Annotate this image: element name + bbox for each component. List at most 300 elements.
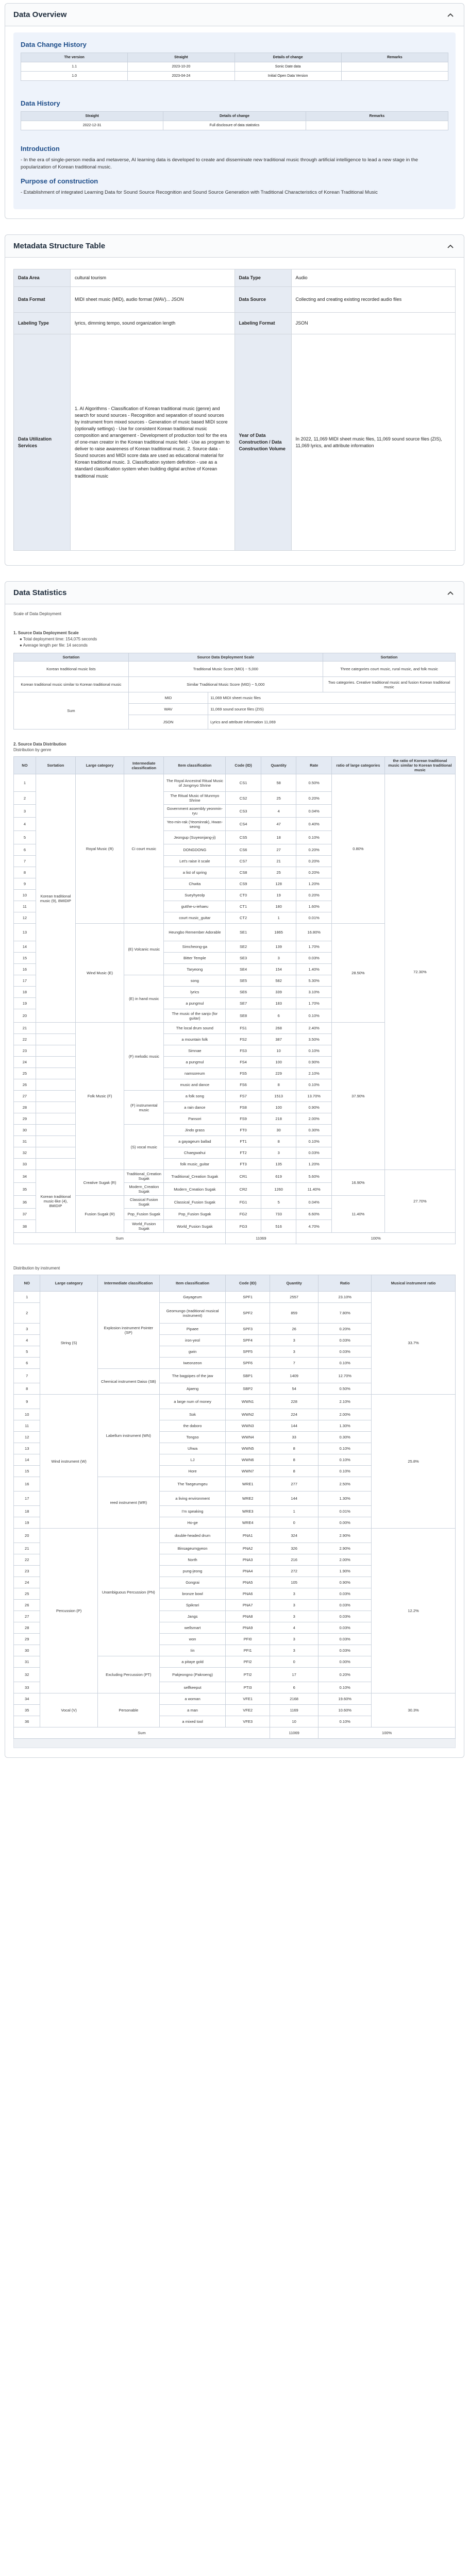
inst-cell: 20 (14, 1529, 40, 1543)
inst-col-1: Large category (40, 1275, 97, 1292)
genre-cell: a rain dance (164, 1102, 226, 1113)
genre-group-cell: 16.90% (331, 1170, 384, 1196)
inst-cell: 144 (270, 1420, 319, 1432)
inst-group-cell: Explosion instrument Pointer (SP) (97, 1292, 159, 1369)
genre-cell: 58 (261, 774, 296, 792)
inst-cell: PTI2 (226, 1668, 270, 1682)
genre-cell (36, 1068, 75, 1079)
genre-cell: CR1 (226, 1170, 261, 1183)
genre-cell: 0.90% (296, 1057, 332, 1068)
inst-cell: 6 (14, 1358, 40, 1369)
inst-cell: 216 (270, 1554, 319, 1566)
genre-cell: 229 (261, 1068, 296, 1079)
inst-cell: 54 (270, 1383, 319, 1395)
inst-cell: PNA5 (226, 1577, 270, 1588)
inst-cell: 17 (270, 1668, 319, 1682)
inst-cell: 0.01% (319, 1506, 372, 1517)
genre-cell (36, 1125, 75, 1136)
genre-cell: FS6 (226, 1079, 261, 1091)
genre-cell: 5.30% (296, 975, 332, 987)
genre-cell: 1.20% (296, 1159, 332, 1170)
genre-cell: FS7 (226, 1091, 261, 1102)
inst-cell: Jangs (159, 1611, 226, 1622)
inst-cell: 18 (14, 1506, 40, 1517)
genre-cell (36, 1091, 75, 1102)
inst-cell: SPF3 (226, 1324, 270, 1335)
metadata-header[interactable] (5, 235, 464, 258)
inst-cell: 0.00% (319, 1656, 372, 1668)
inst-cell: 9 (14, 1395, 40, 1409)
table-footer-strip (13, 1739, 456, 1748)
inst-cell: 8 (14, 1383, 40, 1395)
genre-cell: 17 (14, 975, 36, 987)
genre-cell: CR2 (226, 1183, 261, 1196)
genre-cell: Government assembly yeonmin-ryu (164, 805, 226, 818)
ch-cell: 2023-04-24 (128, 72, 234, 81)
genre-cell: 4.70% (296, 1220, 332, 1233)
table-row (14, 1170, 456, 1183)
genre-cell: 19 (14, 998, 36, 1009)
meta-value: Audio (291, 269, 456, 287)
sum-qty: 11069 (270, 1727, 319, 1739)
inst-cell: 36 (14, 1716, 40, 1727)
purpose-text: - Establishment of integrated Learning Data for Sound Source Recognition and Sound Source Generation with Traditional Characteristics of Korean Traditional Music (21, 189, 378, 195)
inst-group-cell: 12.2% (372, 1529, 456, 1693)
data-overview-title: Data Overview (13, 10, 67, 19)
genre-cell: 139 (261, 941, 296, 953)
inst-cell: WRE3 (226, 1506, 270, 1517)
genre-cell: 27 (261, 844, 296, 856)
genre-cell: FS8 (226, 1102, 261, 1113)
genre-cell: a mountain folk (164, 1034, 226, 1045)
genre-cell: 36 (14, 1196, 36, 1209)
genre-cell: The Royal Ancestral Ritual Music of Jongmyo Shrine (164, 774, 226, 792)
inst-cell: 6 (270, 1682, 319, 1693)
genre-cell: CS4 (226, 818, 261, 831)
genre-cell: CT1 (226, 901, 261, 912)
meta-key: Data Format (14, 287, 71, 313)
genre-group-cell: (F) melodic music (124, 1023, 164, 1091)
genre-cell: SE1 (226, 924, 261, 941)
genre-cell: FT0 (226, 1125, 261, 1136)
inst-cell: WWN2 (226, 1409, 270, 1420)
inst-cell: 2.10% (319, 1395, 372, 1409)
data-statistics-header[interactable] (5, 582, 464, 604)
genre-cell: Simnae (164, 1045, 226, 1057)
ch-cell: 1.0 (21, 72, 128, 81)
inst-cell: pung-jeong (159, 1566, 226, 1577)
genre-cell: 21 (261, 856, 296, 867)
inst-col-0: NO (14, 1275, 40, 1292)
inst-cell: 8 (270, 1443, 319, 1454)
ch-cell: Initial Open Data Version (234, 72, 341, 81)
genre-cell: 5 (261, 1196, 296, 1209)
inst-cell: 17 (14, 1492, 40, 1506)
inst-cell: 0.03% (319, 1645, 372, 1656)
table-row (14, 1529, 456, 1543)
inst-cell: 0.00% (319, 1517, 372, 1529)
inst-cell: 13 (14, 1443, 40, 1454)
meta-key: Labeling Type (14, 313, 71, 334)
inst-col-6: Ratio (319, 1275, 372, 1292)
inst-cell: 105 (270, 1577, 319, 1588)
genre-cell: 33 (14, 1159, 36, 1170)
inst-cell: 34 (14, 1693, 40, 1705)
genre-cell: 21 (14, 1023, 36, 1034)
genre-cell: FS4 (226, 1057, 261, 1068)
genre-cell: song (164, 975, 226, 987)
data-statistics-panel (5, 581, 464, 1758)
inst-cell: 0.20% (319, 1324, 372, 1335)
metadata-title: Metadata Structure Table (13, 242, 106, 251)
inst-cell: 0.20% (319, 1668, 372, 1682)
genre-cell: 25 (261, 867, 296, 878)
inst-col-4: Code (ID) (226, 1275, 270, 1292)
sum-rate: 100% (296, 1233, 456, 1244)
inst-cell: 2.00% (319, 1554, 372, 1566)
genre-cell: 0.10% (296, 831, 332, 844)
inst-cell: a mixed tool (159, 1716, 226, 1727)
inst-cell: Sok (159, 1409, 226, 1420)
genre-cell: 18 (261, 831, 296, 844)
genre-cell: SE6 (226, 987, 261, 998)
inst-cell: 228 (270, 1395, 319, 1409)
genre-cell: Chwita (164, 878, 226, 890)
genre-cell: CS1 (226, 774, 261, 792)
genre-cell (36, 1159, 75, 1170)
genre-cell: 100 (261, 1102, 296, 1113)
data-history-heading: Data History (21, 99, 60, 107)
inst-cell: PFI2 (226, 1656, 270, 1668)
genre-cell: 183 (261, 998, 296, 1009)
inst-cell: 2 (14, 1303, 40, 1324)
inst-cell: 7.80% (319, 1303, 372, 1324)
dh-cell: Full disclosure of data statistics (163, 121, 306, 130)
s2-subtitle: Distribution by genre (13, 748, 52, 753)
genre-cell: 15 (14, 953, 36, 964)
genre-cell (36, 1079, 75, 1091)
inst-cell: 3 (270, 1335, 319, 1346)
inst-cell: PNA8 (226, 1611, 270, 1622)
th-sortation-2: Sortation (323, 653, 455, 662)
inst-cell: I'm speaking (159, 1506, 226, 1517)
inst-cell: WRE1 (226, 1477, 270, 1492)
genre-cell: SE4 (226, 964, 261, 975)
inst-cell: a living environment (159, 1492, 226, 1506)
genre-cell: 18 (14, 987, 36, 998)
inst-group-cell: Vocal (V) (40, 1693, 97, 1727)
sum-rate: 100% (319, 1727, 456, 1739)
inst-col-2: Intermediate classification (97, 1275, 159, 1292)
genre-cell: FT1 (226, 1136, 261, 1147)
genre-cell: 11 (14, 901, 36, 912)
inst-cell: 1 (270, 1506, 319, 1517)
inst-cell: 2.00% (319, 1409, 372, 1420)
source-scale-table (13, 653, 456, 730)
genre-cell: 0.03% (296, 953, 332, 964)
genre-cell: 0.10% (296, 1136, 332, 1147)
genre-cell: a folk song (164, 1091, 226, 1102)
genre-cell (36, 1045, 75, 1057)
inst-cell: 0.03% (319, 1634, 372, 1645)
genre-cell: 20 (14, 1009, 36, 1023)
inst-cell: 272 (270, 1566, 319, 1577)
inst-cell: WWN7 (226, 1466, 270, 1477)
genre-cell: The Ritual Music of Munmyo Shrine (164, 792, 226, 805)
inst-cell: 3 (270, 1611, 319, 1622)
s1-json: JSON (128, 715, 208, 730)
genre-group-cell: Fusion Sugak (R) (75, 1196, 124, 1233)
genre-cell: 0.01% (296, 912, 332, 924)
genre-group-cell: Pop_Fusion Sugak (124, 1209, 164, 1220)
s1-title: 1. Source Data Deployment Scale (13, 631, 79, 636)
genre-cell: gutthe-u-iehaeu (164, 901, 226, 912)
inst-cell: 1.30% (319, 1492, 372, 1506)
inst-cell: 32 (14, 1668, 40, 1682)
genre-cell: 2.00% (296, 1113, 332, 1125)
inst-cell: 1169 (270, 1705, 319, 1716)
inst-cell: 23.10% (319, 1292, 372, 1303)
inst-cell: 25 (14, 1588, 40, 1600)
s1-sum-label: Sum (14, 692, 129, 730)
inst-cell: PNA6 (226, 1588, 270, 1600)
inst-cell: 27 (14, 1611, 40, 1622)
inst-cell: 3 (270, 1645, 319, 1656)
genre-cell: 28 (14, 1102, 36, 1113)
genre-group-cell: Ci court music (124, 774, 164, 924)
genre-group-cell: 72.30% (384, 774, 455, 1170)
ch-cell: Sonic Date data (234, 62, 341, 72)
genre-cell (36, 1057, 75, 1068)
th-scale: Source Data Deployment Scale (128, 653, 323, 662)
genre-cell: FS9 (226, 1113, 261, 1125)
genre-cell: 35 (14, 1183, 36, 1196)
genre-cell: 14 (14, 941, 36, 953)
inst-cell: WWN6 (226, 1454, 270, 1466)
genre-cell: 1.20% (296, 878, 332, 890)
change-history-heading: Data Change History (21, 41, 87, 48)
genre-cell: 154 (261, 964, 296, 975)
inst-cell: 0.10% (319, 1716, 372, 1727)
genre-cell: 10 (14, 890, 36, 901)
inst-cell: Hore (159, 1466, 226, 1477)
inst-group-cell: reed instrument (WR) (97, 1477, 159, 1529)
genre-cell: music and dance (164, 1079, 226, 1091)
inst-cell: PFI1 (226, 1645, 270, 1656)
genre-cell: 47 (261, 818, 296, 831)
genre-cell: 0.30% (296, 1125, 332, 1136)
inst-cell: SPF4 (226, 1335, 270, 1346)
inst-cell: Pipaee (159, 1324, 226, 1335)
inst-cell: 0.03% (319, 1600, 372, 1611)
genre-cell: Traditional_Creation Sugak (164, 1170, 226, 1183)
inst-cell: 3 (270, 1600, 319, 1611)
genre-group-cell: Wind Music (E) (75, 924, 124, 1023)
meta-value: JSON (291, 313, 456, 334)
inst-group-cell: 33.7% (372, 1292, 456, 1395)
meta-row (14, 269, 456, 287)
genre-cell: 0.04% (296, 805, 332, 818)
s1-row1-c1: Traditional Music Score (MID) ~ 5,000 (128, 662, 323, 677)
change-history-table (21, 53, 448, 81)
genre-cell: 22 (14, 1034, 36, 1045)
chevron-up-icon[interactable] (445, 588, 456, 598)
genre-cell: 1.60% (296, 901, 332, 912)
genre-cell: Let's raise it scale (164, 856, 226, 867)
genre-cell: CS8 (226, 867, 261, 878)
genre-cell: 24 (14, 1057, 36, 1068)
genre-cell: SE7 (226, 998, 261, 1009)
meta-key: Data Utilization Services (14, 334, 71, 551)
inst-cell: 4 (270, 1622, 319, 1634)
genre-cell: 1.70% (296, 998, 332, 1009)
genre-group-cell: (S) vocal music (124, 1125, 164, 1170)
genre-cell: 339 (261, 987, 296, 998)
genre-cell: SE5 (226, 975, 261, 987)
genre-cell: 516 (261, 1220, 296, 1233)
meta-value: 1. AI Algorithms - Classification of Korean traditional music (genre) and search for sound sources - Recognition and separation of sound sources by instrument from mixed sources - Generation of music based MIDI score (optionally settings) - Use for consistent Korean traditional music composition and arrangement - Development of production tool for the era of one-man creator in the Korean traditional music field - Use as program to deliver to raise awareness of Korean traditional music. 2. Source data - Sound sources and MIDI score data are used as educational material for Korean traditional music. 3. Classification system definition - use as a standard classification system when building digital archive of Korean traditional music (71, 334, 235, 551)
sum-qty: 11069 (226, 1233, 296, 1244)
genre-group-cell: 27.70% (384, 1170, 455, 1233)
data-overview-header[interactable] (5, 4, 464, 26)
genre-cell: 218 (261, 1113, 296, 1125)
genre-cell: 38 (14, 1220, 36, 1233)
inst-cell: 11 (14, 1420, 40, 1432)
genre-group-cell: Korean traditional music (9), 8MIDIP (36, 774, 75, 1023)
inst-cell: 22 (14, 1554, 40, 1566)
s1-row2-c1: Similar Traditional Music Score (MID) ~ 5,000 (128, 677, 323, 692)
inst-cell: 5 (14, 1346, 40, 1358)
meta-value: lyrics, dimming tempo, sound organization length (71, 313, 235, 334)
genre-cell: 100 (261, 1057, 296, 1068)
chevron-up-icon[interactable] (445, 241, 456, 251)
genre-cell: 1 (261, 912, 296, 924)
inst-cell: PNA2 (226, 1543, 270, 1554)
chevron-up-icon[interactable] (445, 10, 456, 20)
inst-cell: 144 (270, 1492, 319, 1506)
genre-cell: 3 (261, 1147, 296, 1159)
inst-cell: bronze bowl (159, 1588, 226, 1600)
genre-cell: 25 (14, 1068, 36, 1079)
inst-cell: 0.03% (319, 1611, 372, 1622)
inst-cell: 10.60% (319, 1705, 372, 1716)
genre-cell: 619 (261, 1170, 296, 1183)
genre-group-cell: World_Fusion Sugak (124, 1220, 164, 1233)
overview-content-box (13, 32, 456, 209)
s1-mid-v: 11,069 MIDI sheet music files (208, 692, 456, 704)
genre-cell: 733 (261, 1209, 296, 1220)
inst-cell: Iin (159, 1645, 226, 1656)
genre-group-cell: Royal Music (R) (75, 774, 124, 924)
inst-cell: 26 (270, 1324, 319, 1335)
meta-row (14, 334, 456, 551)
genre-cell: 0.10% (296, 1079, 332, 1091)
genre-col-9: the ratio of Korean traditional music similar to Korean traditional music (384, 757, 455, 774)
inst-cell: WWN3 (226, 1420, 270, 1432)
genre-cell: 19 (261, 890, 296, 901)
genre-distribution-table (13, 756, 456, 1244)
scale-title: Scale of Data Deployment (13, 612, 61, 617)
genre-cell: The music of the sanjo (for guitar) (164, 1009, 226, 1023)
genre-group-cell: 28.50% (331, 924, 384, 1023)
genre-cell: 582 (261, 975, 296, 987)
inst-cell: Gongrai (159, 1577, 226, 1588)
inst-cell: 35 (14, 1705, 40, 1716)
genre-cell: 0.40% (296, 818, 332, 831)
inst-cell: 24 (14, 1577, 40, 1588)
s2-title: 2. Source Data Distribution (13, 742, 66, 747)
inst-cell: 2.50% (319, 1477, 372, 1492)
inst-cell: 3 (14, 1324, 40, 1335)
th-sortation: Sortation (14, 653, 129, 662)
table-row (21, 72, 448, 81)
inst-cell: 0.03% (319, 1335, 372, 1346)
inst-cell: won (159, 1634, 226, 1645)
genre-col-2: Large category (75, 757, 124, 774)
metadata-panel (5, 234, 464, 566)
table-row (21, 121, 448, 130)
meta-key: Year of Data Construction / Data Construction Volume (234, 334, 291, 551)
inst-cell: 0.10% (319, 1466, 372, 1477)
inst-cell: 19 (14, 1517, 40, 1529)
table-row (14, 1395, 456, 1409)
inst-cell: 1 (14, 1292, 40, 1303)
inst-cell: Pakjeongno (Pakroeng) (159, 1668, 226, 1682)
inst-cell: 0.10% (319, 1682, 372, 1693)
inst-cell: 28 (14, 1622, 40, 1634)
genre-cell: CS6 (226, 844, 261, 856)
ch-col-1: Straight (128, 53, 234, 62)
inst-cell: VFE2 (226, 1705, 270, 1716)
genre-cell: Pansori (164, 1113, 226, 1125)
s1-row2-c2: Two categories. Creative traditional music and fusion Korean traditional music (323, 677, 455, 692)
inst-cell: the daboro (159, 1420, 226, 1432)
genre-cell: court music_guitar (164, 912, 226, 924)
genre-col-5: Code (ID) (226, 757, 261, 774)
genre-cell: World_Fusion Sugak (164, 1220, 226, 1233)
genre-cell (36, 1113, 75, 1125)
genre-cell: 29 (14, 1113, 36, 1125)
genre-cell: 0.20% (296, 890, 332, 901)
inst-cell: 19.60% (319, 1693, 372, 1705)
genre-cell: DONGDONG (164, 844, 226, 856)
genre-group-cell: Traditional_Creation Sugak (124, 1170, 164, 1183)
s1-bullets (20, 636, 456, 649)
ch-col-3: Remarks (341, 53, 448, 62)
inst-cell: 8 (270, 1466, 319, 1477)
genre-cell: 3.50% (296, 1034, 332, 1045)
genre-cell: 9 (14, 878, 36, 890)
inst-cell: WRE4 (226, 1517, 270, 1529)
inst-cell: The bagpipes of the jaw (159, 1369, 226, 1383)
inst-cell: The Taegeumgeu (159, 1477, 226, 1492)
inst-cell: 0.03% (319, 1588, 372, 1600)
genre-cell: 0.20% (296, 792, 332, 805)
inst-cell: PNA4 (226, 1566, 270, 1577)
inst-cell: a large num of money (159, 1395, 226, 1409)
data-overview-panel (5, 3, 464, 219)
meta-value: Collecting and creating existing recorded audio files (291, 287, 456, 313)
metadata-table (13, 269, 456, 551)
data-history-table (21, 111, 448, 130)
genre-col-3: Intermediate classification (124, 757, 164, 774)
genre-col-7: Rate (296, 757, 332, 774)
genre-cell: SE8 (226, 1009, 261, 1023)
inst-col-3: Item classification (159, 1275, 226, 1292)
meta-row (14, 313, 456, 334)
inst-cell: Tongso (159, 1432, 226, 1443)
inst-cell: SPF6 (226, 1358, 270, 1369)
